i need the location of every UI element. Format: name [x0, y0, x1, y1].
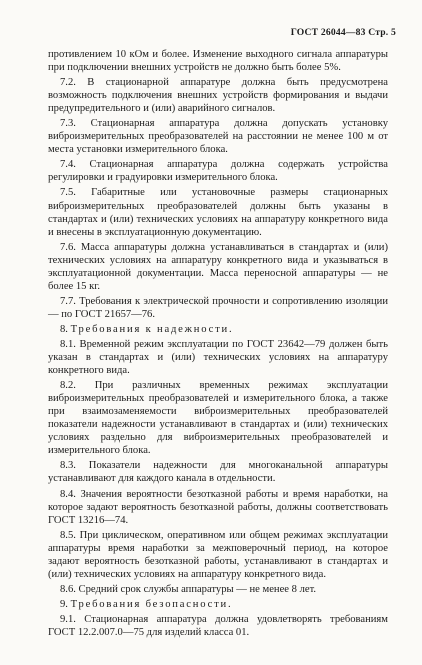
section-number: 9. [60, 598, 68, 610]
section-title: Требования безопасности. [70, 598, 233, 610]
paragraph: 7.6. Масса аппаратуры должна устанавливаться в стандартах и (или) технических условиях на аппаратуру конкретного вида и указываться в эксплуатационной документации. Масса переносной аппаратуры — не более 15 кг. [48, 241, 388, 292]
section-number: 8. [60, 323, 68, 335]
paragraph: 7.2. В стационарной аппаратуре должна быть предусмотрена возможность подключения внешних устройств формирования и выдачи предупредительного и (или) аварийного сигналов. [48, 77, 388, 115]
paragraph: 7.3. Стационарная аппаратура должна допускать установку виброизмерительных преобразователей на расстоянии не менее 100 м от места установки измерительного блока. [48, 118, 388, 156]
page-header: ГОСТ 26044—83 Стр. 5 [290, 27, 396, 38]
paragraph: 8.1. Временной режим эксплуатации по ГОСТ 23642—79 должен быть указан в стандартах и (или) технических условиях на аппаратуру конкретного вида. [48, 338, 388, 377]
paragraph: 8.3. Показатели надежности для многоканальной аппаратуры устанавливают для каждого канала в отдельности. [48, 460, 388, 485]
paragraph: 7.4. Стационарная аппаратура должна содержать устройства регулировки и градуировки измерительного блока. [48, 159, 388, 184]
section-title: Требования к надежности. [70, 323, 234, 335]
paragraph: 7.5. Габаритные или установочные размеры стационарных виброизмерительных преобразователей должны быть указаны в стандартах и (или) технических условиях на аппаратуру конкретного вида и внесены в эксплуатационную документацию. [48, 187, 388, 238]
section-heading [48, 598, 388, 611]
paragraph: 8.4. Значения вероятности безотказной работы и время наработки, на которое задают вероятность безотказной работы, должны соответствовать ГОСТ 13216—74. [48, 488, 388, 526]
paragraph: противлением 10 кОм и более. Изменение выходного сигнала аппаратуры при подключении внешних устройств не должно быть более 5%. [48, 49, 388, 74]
paragraph: 8.2. При различных временных режимах эксплуатации виброизмерительных преобразователей и измерительного блока, а также при взаимозаменяемости виброизмерительных преобразователей показатели надежности устанавливают в стандартах и (или) технических условиях раздельно для виброизмерительных преобразователей и измерительного блока. [48, 380, 388, 457]
paragraph: 8.5. При циклическом, оперативном или общем режимах эксплуатации аппаратуры время наработки за межповерочный период, на которое задают вероятность безотказной работы, устанавливают в стандартах и (или) технических условиях на аппаратуру конкретного вида. [48, 529, 388, 580]
document-body [48, 48, 388, 641]
paragraph: 7.7. Требования к электрической прочности и сопротивлению изоляции — по ГОСТ 21657—76. [48, 295, 388, 320]
paragraph: 8.6. Средний срок службы аппаратуры — не менее 8 лет. [60, 583, 317, 595]
paragraph: 9.1. Стационарная аппаратура должна удовлетворять требованиям ГОСТ 12.2.007.0—75 для изделий класса 01. [48, 613, 388, 638]
section-heading [48, 323, 388, 336]
